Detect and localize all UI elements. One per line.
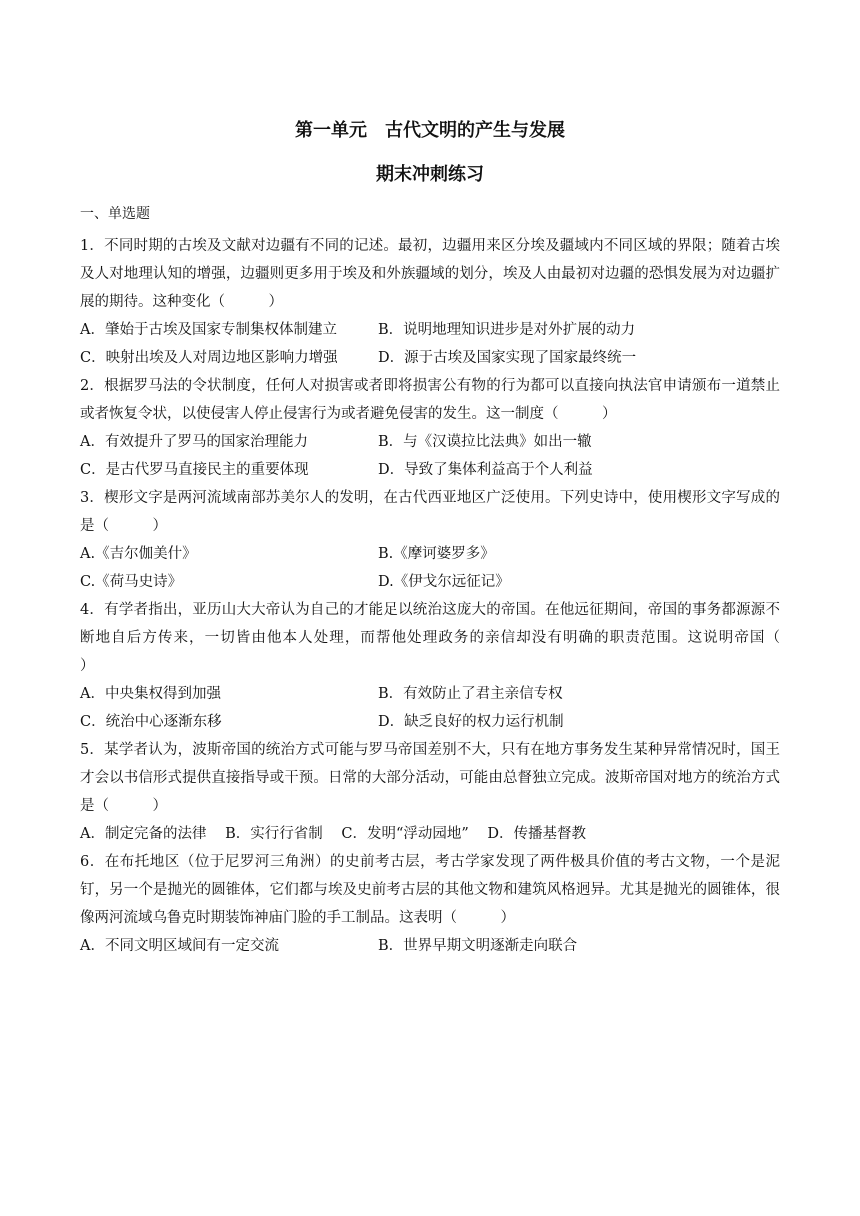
question-list [80, 232, 824, 960]
question-6 [80, 848, 780, 960]
option-c: C．是古代罗马直接民主的重要体现 [80, 462, 309, 478]
question-2 [80, 372, 780, 484]
option-a: A．肇始于古埃及国家专制集权体制建立 [80, 322, 337, 338]
option-grid [80, 428, 780, 484]
question-1 [80, 232, 780, 372]
option-b: B．有效防止了君主亲信专权 [378, 686, 563, 702]
option-c: C．映射出埃及人对周边地区影响力增强 [80, 350, 338, 366]
option-a: A．有效提升了罗马的国家治理能力 [80, 434, 308, 450]
question-stem: 3．楔形文字是两河流域南部苏美尔人的发明，在古代西亚地区广泛使用。下列史诗中，使用楔形文字写成的是（ ） [80, 490, 780, 534]
question-stem: 5．某学者认为，波斯帝国的统治方式可能与罗马帝国差别不大，只有在地方事务发生某种异常情况时，国王才会以书信形式提供直接指导或干预。日常的大部分活动，可能由总督独立完成。波斯帝国对地方的统治方式是（ ） [80, 742, 780, 814]
option-d: D．源于古埃及国家实现了国家最终统一 [378, 350, 637, 366]
option-d: D．导致了集体利益高于个人利益 [378, 462, 593, 478]
question-stem: 2．根据罗马法的令状制度，任何人对损害或者即将损害公有物的行为都可以直接向执法官申请颁布一道禁止或者恢复令状，以使侵害人停止侵害行为或者避免侵害的发生。这一制度（ ） [80, 378, 780, 422]
question-4 [80, 596, 824, 736]
question-3 [80, 484, 780, 596]
option-b: B.《摩诃婆罗多》 [378, 546, 495, 562]
option-a: A．不同文明区域间有一定交流 [80, 938, 279, 954]
option-c: C．发明“浮动园地” [341, 826, 469, 842]
option-a: A.《吉尔伽美什》 [80, 546, 197, 562]
option-d: D．缺乏良好的权力运行机制 [378, 714, 564, 730]
option-d: D．传播基督教 [487, 826, 587, 842]
option-grid [80, 932, 780, 960]
option-c: C.《荷马史诗》 [80, 574, 183, 590]
option-c: C．统治中心逐渐东移 [80, 714, 222, 730]
question-stem: 6．在布托地区（位于尼罗河三角洲）的史前考古层，考古学家发现了两件极具价值的考古文物，一个是泥钉，另一个是抛光的圆锥体，它们都与埃及史前考古层的其他文物和建筑风格迥异。尤其是抛光的圆锥体，很像两河流域乌鲁克时期装饰神庙门脸的手工制品。这表明（ ） [80, 854, 780, 926]
question-stem: 4．有学者指出，亚历山大大帝认为自己的才能足以统治这庞大的帝国。在他远征期间，帝国的事务都源源不断地自后方传来，一切皆由他本人处理，而帮他处理政务的亲信却没有明确的职责范围。这说明帝国（ ） [80, 602, 824, 674]
option-a: A．中央集权得到加强 [80, 686, 221, 702]
question-stem: 1．不同时期的古埃及文献对边疆有不同的记述。最初，边疆用来区分埃及疆域内不同区域的界限；随着古埃及人对地理认知的增强，边疆则更多用于埃及和外族疆域的划分，埃及人由最初对边疆的恐惧发展为对边疆扩展的期待。这种变化（ ） [80, 238, 780, 310]
section-heading: 一、单选题 [80, 206, 150, 222]
question-5 [80, 736, 780, 848]
option-d: D.《伊戈尔远征记》 [378, 574, 510, 590]
page-subtitle: 期末冲刺练习 [376, 164, 484, 185]
option-b: B．实行行省制 [225, 826, 323, 842]
option-a: A．制定完备的法律 [80, 826, 207, 842]
page-title: 第一单元 古代文明的产生与发展 [295, 120, 565, 141]
option-b: B．与《汉谟拉比法典》如出一辙 [378, 434, 592, 450]
option-b: B．说明地理知识进步是对外扩展的动力 [378, 322, 636, 338]
option-grid [80, 680, 780, 736]
option-row [80, 820, 780, 848]
option-b: B．世界早期文明逐渐走向联合 [378, 938, 578, 954]
option-grid [80, 540, 780, 596]
option-grid [80, 316, 780, 372]
